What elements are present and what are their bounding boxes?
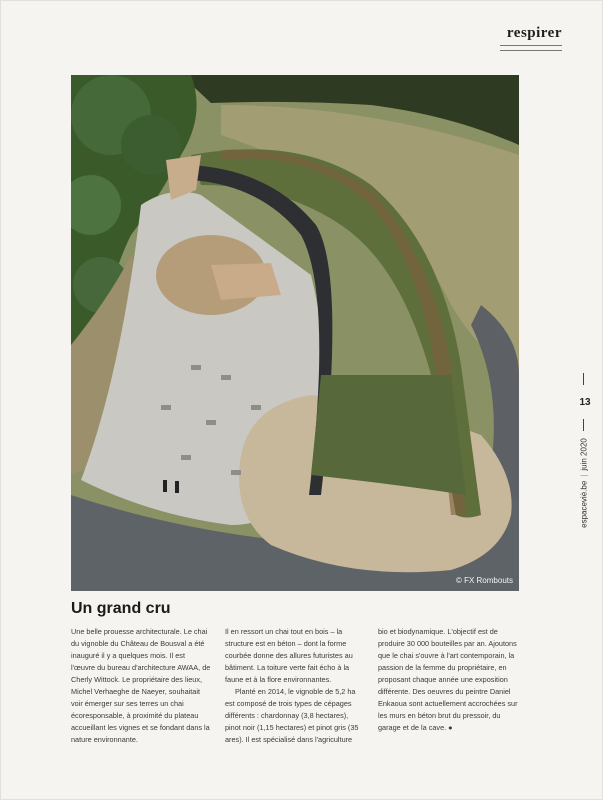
- side-navigation: [571, 371, 597, 541]
- article-column-1: [71, 626, 211, 746]
- aerial-illustration: [71, 75, 519, 591]
- photo-credit: © FX Rombouts: [455, 576, 513, 585]
- side-tick-top: [583, 373, 584, 385]
- aerial-photo-winery: [71, 75, 519, 591]
- issue-date: juin 2020: [579, 438, 589, 471]
- section-rule: [500, 45, 562, 51]
- article-column-3: [378, 626, 518, 734]
- section-label: respirer: [506, 25, 562, 41]
- side-publication-info: [580, 438, 589, 528]
- paragraph: Une belle prouesse architecturale. Le chai du vignoble du Château de Bousval a été inauguré il y a quelques mois. Il est l'œuvre du bureau d'architecture AWAA, de Cherly Wittock. Le propriétaire des lieux, Michel Verhaeghe de Naeyer, souhaitait voir émerger sur ses terres un chai écoresponsable, à proximité du plateau accueillant les vignes et se fondant dans la nature environnante.: [71, 627, 211, 744]
- paragraph: Il en ressort un chai tout en bois – la structure est en béton – dont la forme courbée donne des allures futuristes au bâtiment. La toiture verte fait écho à la faune et à la flore environnantes.: [225, 627, 353, 684]
- side-separator: |: [579, 474, 589, 477]
- article-column-2: [225, 626, 365, 746]
- paragraph: bio et biodynamique. L'objectif est de produire 30 000 bouteilles par an. Ajoutons que le chai s'ouvre à l'art contemporain, la passion de la femme du propriétaire, en proposant chaque année une exposition différente. Des oeuvres du peintre Daniel Enkaoua sont actuellement accrochées sur les murs en béton brut du pressoir, du garage et de la cave. ●: [378, 627, 518, 732]
- page-number: 13: [579, 397, 591, 408]
- article-title: Un grand cru: [71, 600, 171, 617]
- site-name: espaceviè.be: [579, 480, 589, 528]
- side-tick-middle: [583, 419, 584, 431]
- paragraph: Planté en 2014, le vignoble de 5,2 ha est composé de trois types de cépages différents : chardonnay (3,8 hectares), pinot noir (1,15 hectares) et pinot gris (35 ares). Il est spécialisé dans l'agriculture: [225, 687, 359, 744]
